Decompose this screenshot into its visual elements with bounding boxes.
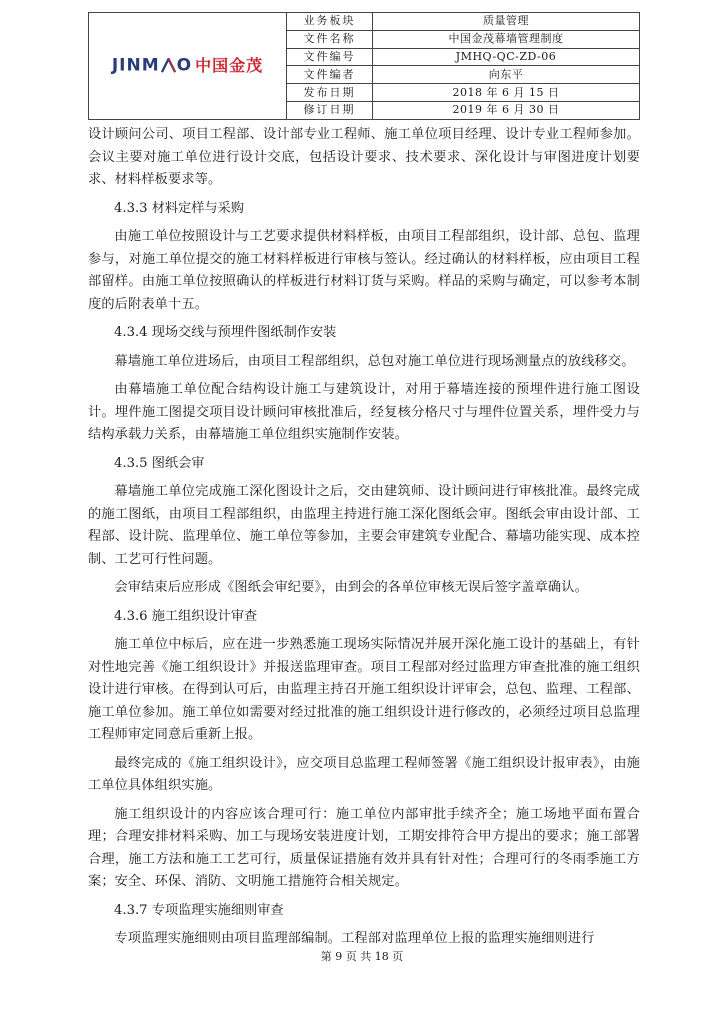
header-value-2: JMHQ-QC-ZD-06 bbox=[373, 48, 640, 66]
paragraph: 最终完成的《施工组织设计》，应交项目总监理工程师签署《施工组织设计报审表》，由施工单位具体组织实施。 bbox=[88, 755, 640, 793]
logo-cell bbox=[89, 13, 287, 120]
section-heading-4-3-7: 4.3.7 专项监理实施细则审查 bbox=[114, 902, 284, 918]
header-value-4: 2018 年 6 月 15 日 bbox=[373, 84, 640, 102]
logo-text-en: JINM O bbox=[111, 55, 193, 76]
header-key-0: 业务板块 bbox=[287, 13, 373, 31]
header-value-1: 中国金茂幕墙管理制度 bbox=[373, 30, 640, 48]
page-footer: 第 9 页 共 18 页 bbox=[320, 950, 404, 963]
company-logo bbox=[89, 13, 286, 119]
paragraph: 施工组织设计的内容应该合理可行：施工单位内部审批手续齐全；施工场地平面布置合理；合理安排材料采购、加工与现场安装进度计划，工期安排符合甲方提出的要求；施工部署合理，施工方法和施工工艺可行，质量保证措施有效并具有针对性；合理可行的冬雨季施工方案；安全、环保、消防、文明施工措施符合相关规定。 bbox=[88, 806, 640, 889]
header-key-5: 修订日期 bbox=[287, 101, 373, 119]
document-body bbox=[88, 124, 640, 957]
header-value-3: 向东平 bbox=[373, 66, 640, 84]
paragraph: 专项监理实施细则由项目监理部编制。工程部对监理单位上报的监理实施细则进行 bbox=[114, 931, 595, 946]
section-heading-4-3-3: 4.3.3 材料定样与采购 bbox=[114, 200, 245, 216]
paragraph: 施工单位中标后，应在进一步熟悉施工现场实际情况并展开深化施工设计的基础上，有针对性地完善《施工组织设计》并报送监理审查。项目工程部对经过监理方审查批准的施工组织设计进行审核。在得到认可后，由监理主持召开施工组织设计评审会，总包、监理、工程部、施工单位参加。施工单位如需要对经过批准的施工组织设计进行修改的，必须经过项目总监理工程师审定同意后重新上报。 bbox=[88, 637, 640, 742]
logo-text-cn: 中国金茂 bbox=[195, 55, 264, 75]
header-key-2: 文件编号 bbox=[287, 48, 373, 66]
paragraph: 由施工单位按照设计与工艺要求提供材料样板，由项目工程部组织，设计部、总包、监理参与，对施工单位提交的施工材料样板进行审核与签认。经过确认的材料样板，应由项目工程部留样。由施工单位按照确认的样板进行材料订货与采购。样品的采购与确定，可以参考本制度的后附表单十五。 bbox=[88, 229, 640, 312]
header-value-5: 2019 年 6 月 30 日 bbox=[373, 101, 640, 119]
section-heading-4-3-6: 4.3.6 施工组织设计审查 bbox=[114, 608, 258, 624]
paragraph: 会审结束后应形成《图纸会审纪要》，由到会的各单位审核无误后签字盖章确认。 bbox=[114, 580, 588, 595]
header-key-3: 文件编者 bbox=[287, 66, 373, 84]
paragraph: 由幕墙施工单位配合结构设计施工与建筑设计，对用于幕墙连接的预埋件进行施工图设计。埋件施工图提交项目设计顾问审核批准后，经复核分格尺寸与埋件位置关系，埋件受力与结构承载力关系，由幕墙施工单位组织实施制作安装。 bbox=[88, 382, 640, 442]
section-heading-4-3-5: 4.3.5 图纸会审 bbox=[114, 455, 205, 471]
paragraph: 幕墙施工单位进场后，由项目工程部组织，总包对施工单位进行现场测量点的放线移交。 bbox=[114, 353, 635, 369]
document-header-table bbox=[88, 12, 640, 120]
header-key-4: 发布日期 bbox=[287, 84, 373, 102]
header-value-0: 质量管理 bbox=[373, 13, 640, 31]
paragraph: 设计顾问公司、项目工程部、设计部专业工程师、施工单位项目经理、设计专业工程师参加。会议主要对施工单位进行设计交底，包括设计要求、技术要求、深化设计与审图进度计划要求、材料样板要求等。 bbox=[88, 127, 640, 187]
section-heading-4-3-4: 4.3.4 现场交线与预埋件图纸制作安装 bbox=[114, 325, 337, 340]
header-key-1: 文件名称 bbox=[287, 30, 373, 48]
logo-mark-icon bbox=[161, 58, 176, 73]
paragraph: 幕墙施工单位完成施工深化图设计之后，交由建筑师、设计顾问进行审核批准。最终完成的施工图纸，由项目工程部组织，由监理主持进行施工深化图纸会审。图纸会审由设计部、工程部、设计院、监理单位、施工单位等参加，主要会审建筑专业配合、幕墙功能实现、成本控制、工艺可行性问题。 bbox=[88, 484, 640, 567]
